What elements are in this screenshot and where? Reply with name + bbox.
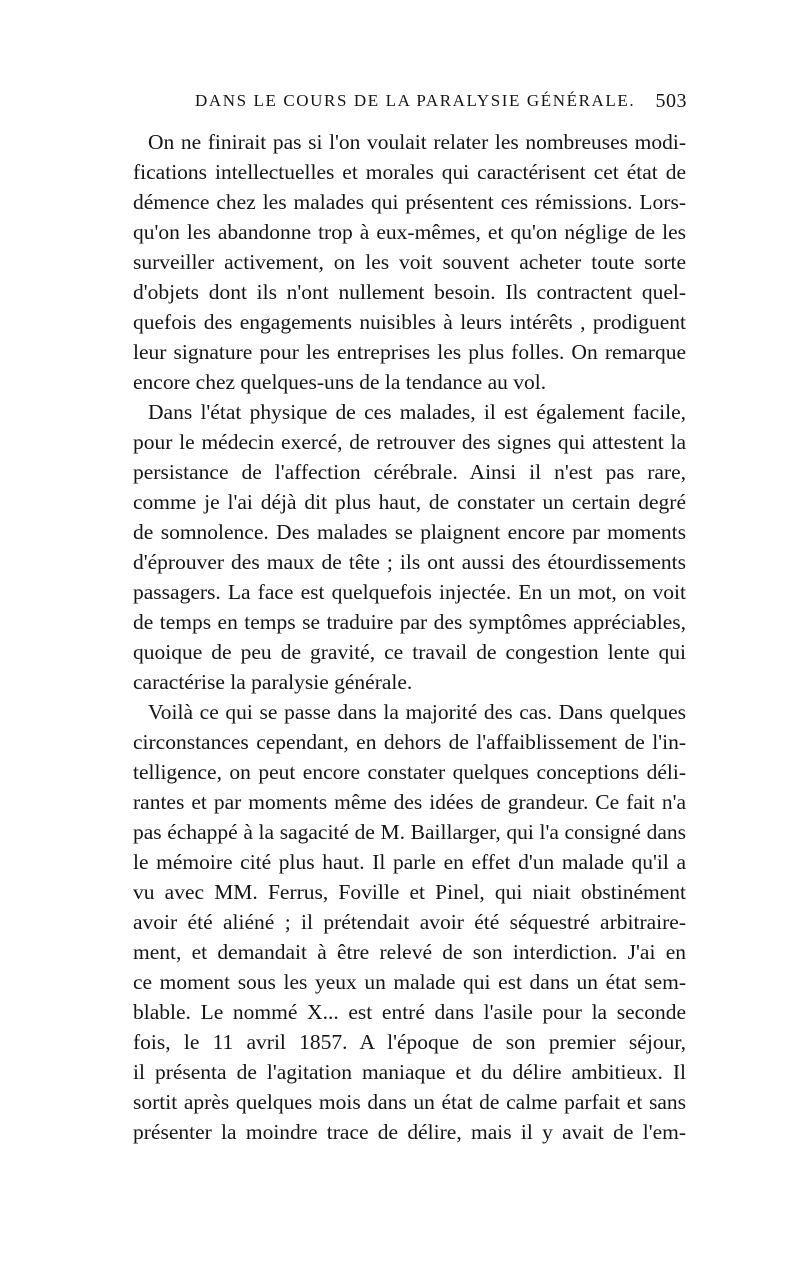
text-line: persistance de l'affection cérébrale. Ainsi il n'est pas rare, [133, 460, 686, 484]
text-line: fications intellectuelles et morales qui caractérisent cet état de [133, 160, 686, 184]
text-line: On ne finirait pas si l'on voulait relater les nombreuses modi- [148, 130, 686, 154]
text-line: circonstances cependant, en dehors de l'affaiblissement de l'in- [133, 730, 686, 754]
text-line: blable. Le nommé X... est entré dans l'asile pour la seconde [133, 1000, 686, 1024]
text-line: qu'on les abandonne trop à eux-mêmes, et qu'on néglige de les [133, 220, 686, 244]
text-line: pour le médecin exercé, de retrouver des signes qui attestent la [133, 430, 686, 454]
text-line: de temps en temps se traduire par des symptômes appréciables, [133, 610, 686, 634]
text-line: quefois des engagements nuisibles à leurs intérêts , prodiguent [133, 310, 686, 334]
text-line: leur signature pour les entreprises les plus folles. On remarque [133, 340, 686, 364]
running-header [135, 88, 687, 114]
text-line: d'éprouver des maux de tête ; ils ont aussi des étourdissements [133, 550, 686, 574]
text-line: de somnolence. Des malades se plaignent encore par moments [133, 520, 686, 544]
text-line: pas échappé à la sagacité de M. Baillarger, qui l'a consigné dans [133, 820, 686, 844]
text-line: d'objets dont ils n'ont nullement besoin. Ils contractent quel- [133, 280, 686, 304]
text-line: passagers. La face est quelquefois injectée. En un mot, on voit [133, 580, 686, 604]
text-line: encore chez quelques-uns de la tendance au vol. [133, 370, 547, 394]
text-line: démence chez les malades qui présentent ces rémissions. Lors- [133, 190, 686, 214]
text-line: comme je l'ai déjà dit plus haut, de constater un certain degré [133, 490, 686, 514]
text-line: présenter la moindre trace de délire, mais il y avait de l'em- [133, 1120, 686, 1144]
text-line: Voilà ce qui se passe dans la majorité des cas. Dans quelques [148, 700, 686, 724]
text-line: rantes et par moments même des idées de grandeur. Ce fait n'a [133, 790, 686, 814]
text-line: ce moment sous les yeux un malade qui est dans un état sem- [133, 970, 686, 994]
text-line: caractérise la paralysie générale. [133, 670, 413, 694]
text-line: fois, le 11 avril 1857. A l'époque de son premier séjour, [133, 1030, 686, 1054]
text-line: il présenta de l'agitation maniaque et du délire ambitieux. Il [133, 1060, 686, 1084]
text-line: sortit après quelques mois dans un état de calme parfait et sans [133, 1090, 686, 1114]
running-title: DANS LE COURS DE LA PARALYSIE GÉNÉRALE. [195, 91, 636, 110]
text-line: telligence, on peut encore constater quelques conceptions déli- [133, 760, 686, 784]
page-number: 503 [655, 90, 687, 112]
text-line: quoique de peu de gravité, ce travail de congestion lente qui [133, 640, 686, 664]
text-line: le mémoire cité plus haut. Il parle en effet d'un malade qu'il a [133, 850, 686, 874]
text-line: avoir été aliéné ; il prétendait avoir été séquestré arbitraire- [133, 910, 686, 934]
text-line: Dans l'état physique de ces malades, il est également facile, [148, 400, 686, 424]
text-line: surveiller activement, on les voit souvent acheter toute sorte [133, 250, 686, 274]
text-line: vu avec MM. Ferrus, Foville et Pinel, qui niait obstinément [133, 880, 686, 904]
text-line: ment, et demandait à être relevé de son interdiction. J'ai en [133, 940, 686, 964]
